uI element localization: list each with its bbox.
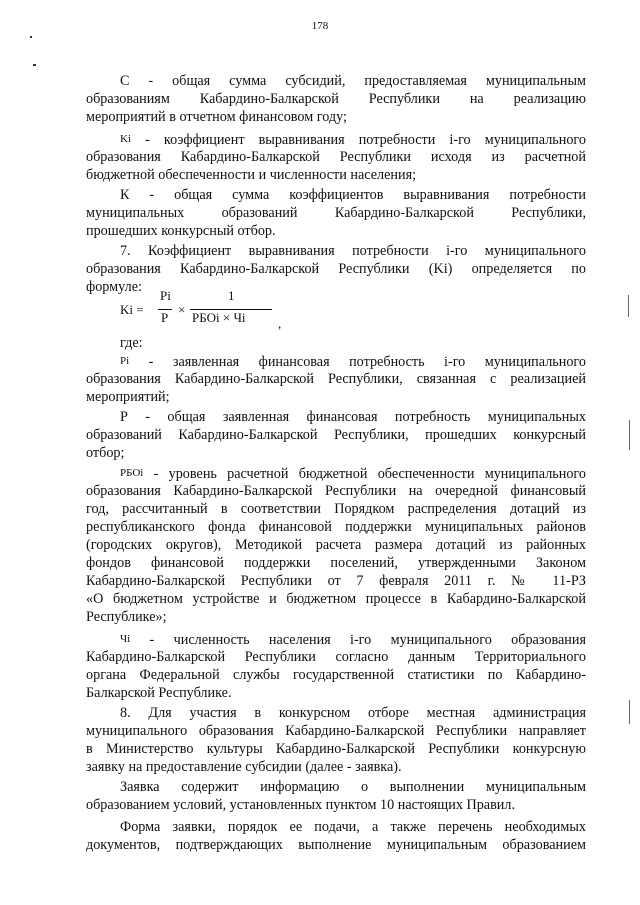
text-line (86, 204, 586, 222)
text-line (86, 666, 586, 684)
text-line (86, 388, 586, 406)
text-line (86, 148, 586, 166)
line-text: органа Федеральной службы государственной статистики по Кабардино- (86, 667, 586, 683)
line-text: бюджетной обеспеченности и численности населения; (86, 167, 417, 183)
formula-times: × (178, 302, 186, 317)
formula-denominator-2: РБОi × Чi (192, 310, 246, 325)
text-line (86, 722, 586, 740)
line-text: образования Кабардино-Балкарской Республики исходя из расчетной (86, 149, 586, 165)
line-text: - численность населения i-го муниципального образования (130, 632, 586, 648)
line-text: «О бюджетном устройстве и бюджетном процессе в Кабардино-Балкарской (86, 591, 586, 607)
line-text: (городских округов), Методикой расчета размера дотаций из районных (86, 537, 586, 553)
line-text: в Министерство культуры Кабардино-Балкарской Республики конкурсную (86, 741, 586, 757)
line-text: - уровень расчетной бюджетной обеспеченности муниципального (143, 466, 586, 482)
text-line (86, 608, 586, 626)
text-line (86, 500, 586, 518)
text-line (120, 818, 586, 836)
text-line (120, 72, 586, 90)
line-text: - коэффициент выравнивания потребности i-го муниципального (131, 132, 586, 148)
text-line (86, 590, 586, 608)
scan-mark (30, 36, 32, 38)
line-text: муниципальных образований Кабардино-Балкарской Республики, (86, 205, 586, 221)
line-text: мероприятий; (86, 389, 170, 405)
text-line (86, 260, 586, 278)
line-text: образований Кабардино-Балкарской Республики, прошедших конкурсный (86, 427, 586, 443)
text-line (86, 648, 586, 666)
line-text: 8. Для участия в конкурсном отборе местная администрация (120, 705, 586, 721)
text-line (120, 464, 586, 483)
line-text: документов, подтверждающих выполнение муниципальным образованием (86, 837, 586, 853)
text-line (120, 352, 586, 371)
scan-edge-mark (629, 700, 630, 724)
text-line (86, 536, 586, 554)
symbol: Ki (120, 133, 131, 145)
symbol: Pi (120, 355, 130, 367)
line-text: образования Кабардино-Балкарской Республики (Ki) определяется по (86, 261, 586, 277)
text-line (86, 684, 586, 702)
text-line (86, 444, 586, 462)
symbol: Чi (120, 633, 131, 645)
formula (120, 290, 280, 334)
page-number: 178 (311, 20, 329, 32)
line-text: К - общая сумма коэффициентов выравнивания потребности (120, 187, 586, 203)
text-line (86, 796, 586, 814)
line-text: формуле: (86, 279, 142, 295)
text-line (86, 166, 586, 184)
text-line (120, 130, 586, 149)
line-text: Кабардино-Балкарской Республики от 7 февраля 2011 г. № 11-РЗ (86, 573, 586, 589)
text-line (86, 482, 586, 500)
line-text: год, рассчитанный в соответствии Порядком распределения дотаций из (86, 501, 586, 517)
line-text: 7. Коэффициент выравнивания потребности i-го муниципального (120, 243, 586, 259)
line-text: образованием условий, установленных пунктом 10 настоящих Правил. (86, 797, 516, 813)
line-text: прошедших конкурсный отбор. (86, 223, 276, 239)
text-line (120, 334, 586, 352)
formula-numerator-2: 1 (228, 288, 235, 303)
text-line (120, 186, 586, 204)
scan-edge-mark (628, 295, 629, 317)
text-line (86, 108, 586, 126)
line-text: муниципального образования Кабардино-Балкарской Республики направляет (86, 723, 586, 739)
text-line (86, 836, 586, 854)
symbol: РБОi (120, 467, 144, 479)
formula-denominator-1: P (161, 310, 169, 325)
line-text: Форма заявки, порядок ее подачи, а также перечень необходимых (120, 819, 586, 835)
text-line (120, 778, 586, 796)
line-text: Кабардино-Балкарской Республики согласно данным Территориального (86, 649, 586, 665)
line-text: образования Кабардино-Балкарской Республики, связанная с реализацией (86, 371, 586, 387)
line-text: образования Кабардино-Балкарской Республики на очередной финансовый (86, 483, 586, 499)
text-line (120, 408, 586, 426)
line-text: мероприятий в отчетном финансовом году; (86, 109, 347, 125)
text-line (86, 222, 586, 240)
text-line (86, 758, 586, 776)
line-text: где: (120, 335, 143, 351)
formula-numerator-1: Pi (160, 288, 171, 303)
line-text: С - общая сумма субсидий, предоставляемая муниципальным (120, 73, 586, 89)
line-text: Заявка содержит информацию о выполнении муниципальным (120, 779, 586, 795)
text-line (120, 242, 586, 260)
formula-comma: , (278, 316, 282, 331)
line-text: образованиям Кабардино-Балкарской Республики на реализацию (86, 91, 586, 107)
scan-mark (33, 64, 36, 66)
line-text: - заявленная финансовая потребность i-го муниципального (129, 354, 586, 370)
text-line (86, 572, 586, 590)
text-line (86, 554, 586, 572)
scan-edge-mark (629, 420, 630, 450)
line-text: Балкарской Республике. (86, 685, 232, 701)
text-line (120, 630, 586, 649)
line-text: республиканского фонда финансовой поддержки муниципальных районов (86, 519, 586, 535)
line-text: заявку на предоставление субсидии (далее - заявка). (86, 759, 402, 775)
text-line (120, 704, 586, 722)
text-line (86, 90, 586, 108)
text-line (86, 370, 586, 388)
line-text: отбор; (86, 445, 125, 461)
text-line (86, 518, 586, 536)
line-text: фондов финансовой поддержки поселений, утвержденными Законом (86, 555, 586, 571)
formula-lhs: Ki = (120, 302, 144, 317)
text-line (86, 740, 586, 758)
line-text: Республике»; (86, 609, 167, 625)
text-line (86, 426, 586, 444)
line-text: Р - общая заявленная финансовая потребность муниципальных (120, 409, 586, 425)
